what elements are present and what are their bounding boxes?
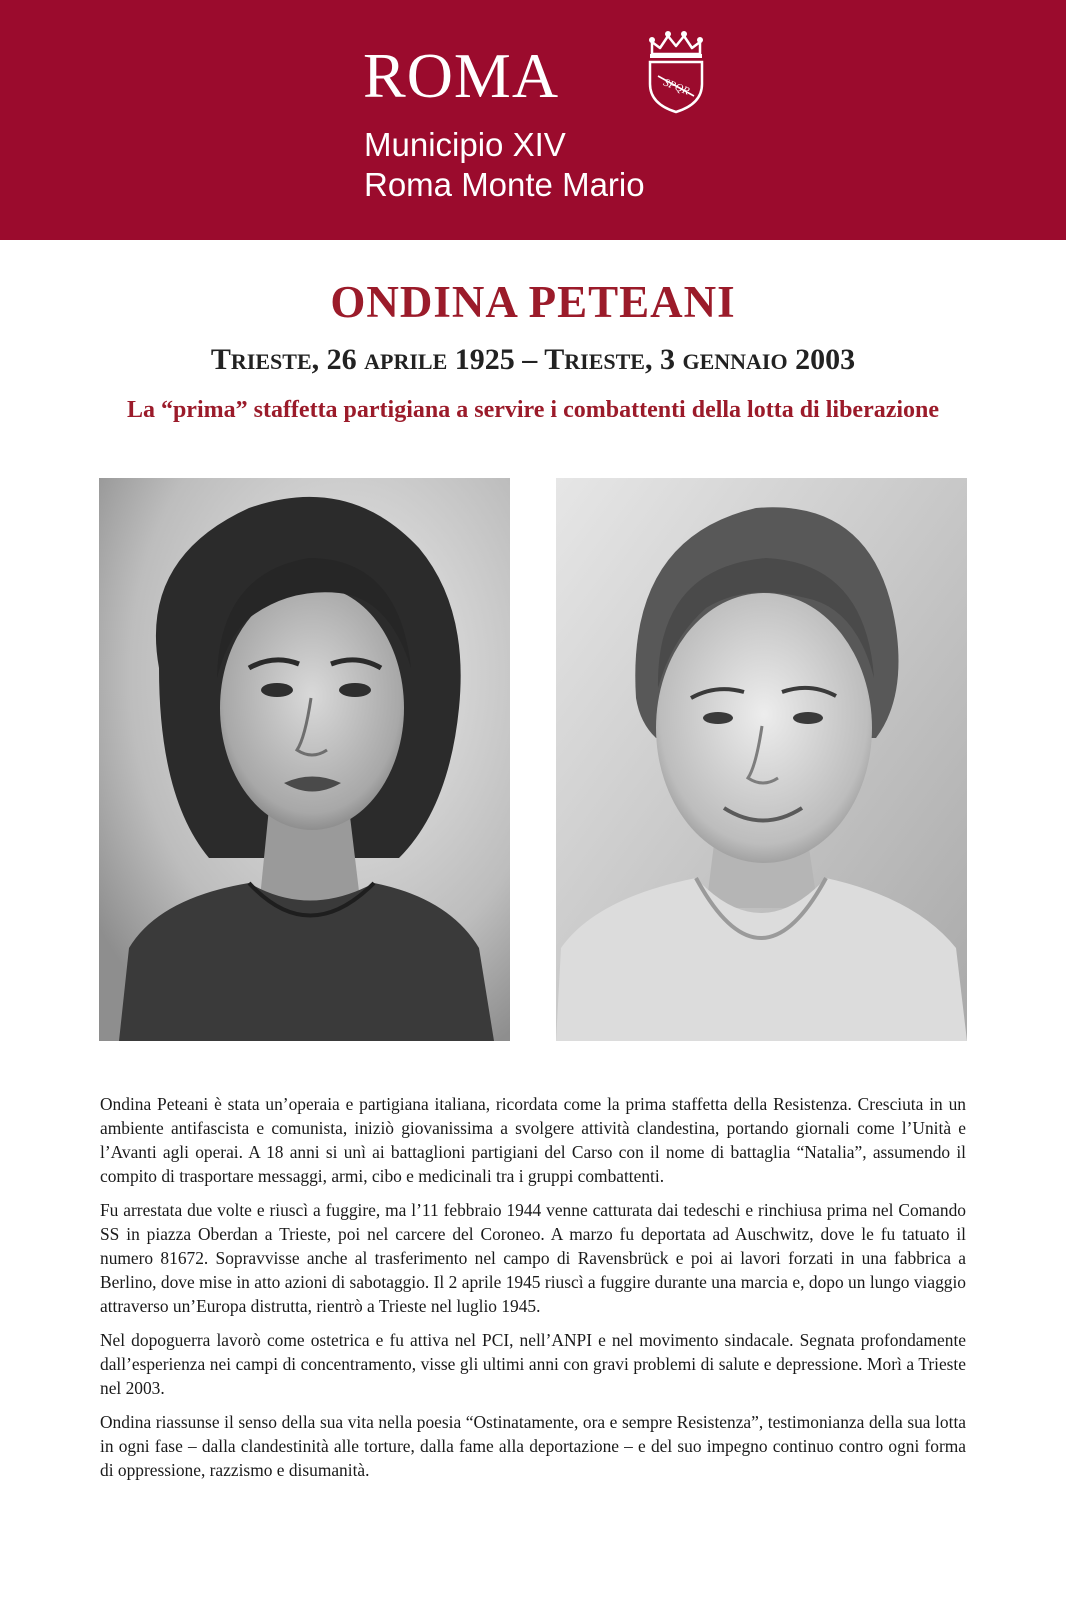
portrait-older-photo <box>556 478 967 1041</box>
death-month: GENNAIO <box>682 349 788 374</box>
birth-day: , 26 <box>311 343 365 376</box>
tagline: La “prima” staffetta partigiana a servire i combattenti della lotta di liberazione <box>126 397 940 423</box>
brand-title: ROMA <box>363 40 560 111</box>
portrait-young-photo <box>99 478 510 1041</box>
birth-year: 1925 – <box>447 343 545 376</box>
death-day: , 3 <box>644 343 683 376</box>
dates-line <box>0 345 1066 375</box>
area-label: Roma Monte Mario <box>364 166 645 203</box>
portrait-older-illustration <box>556 478 967 1041</box>
biography-paragraph-1: Ondina Peteani è stata un’operaia e partigiana italiana, ricordata come la prima staffetta della Resistenza. Cresciuta in un ambiente antifascista e comunista, iniziò giovanissima a svolgere attività clandestina, portando giornali come l’Unità e l’Avanti agli operai. A 18 anni si unì ai battaglioni partigiani del Carso con il nome di battaglia “Natalia”, assumendo il compito di trasportare messaggi, armi, cibo e medicinali tra i gruppi combattenti. <box>100 1094 966 1186</box>
birth-month: APRILE <box>364 349 448 374</box>
roma-crest-icon <box>644 30 708 114</box>
biography-paragraph-4: Ondina riassunse il senso della sua vita nella poesia “Ostinatamente, ora e sempre Resistenza”, testimonianza della sua lotta in ogni fase – dalla clandestinità alle torture, dalla fame alla deportazione – e del suo impegno continuo contro ogni forma di oppressione, razzismo e disumanità. <box>100 1412 966 1480</box>
municipio-label: Municipio XIV <box>364 126 566 163</box>
biography-paragraph-2: Fu arrestata due volte e riuscì a fuggire, ma l’11 febbraio 1944 venne catturata dai tedeschi e rinchiusa prima nel Comando SS in piazza Oberdan a Trieste, poi nel carcere del Coroneo. A marzo fu deportata ad Auschwitz, dove le fu tatuato il numero 81672. Sopravvisse anche al trasferimento nel campo di Ravensbrück e poi ai lavori forzati in una fabbrica a Berlino, dove mise in atto azioni di sabotaggio. Il 2 aprile 1945 riuscì a fuggire durante una marcia e, dopo un lungo viaggio attraverso un’Europa distrutta, rientrò a Trieste nel luglio 1945. <box>100 1200 966 1316</box>
header-banner <box>0 0 1066 240</box>
biography <box>100 1092 966 1492</box>
birth-city-initial: T <box>210 343 231 376</box>
page-title: ONDINA PETEANI <box>330 277 736 327</box>
portrait-young-illustration <box>99 478 510 1041</box>
crest-text: SPQR <box>661 76 692 98</box>
death-city-rest: RIESTE <box>564 349 645 374</box>
municipio-block <box>364 125 645 205</box>
death-city-initial: T <box>544 343 565 376</box>
biography-paragraph-3: Nel dopoguerra lavorò come ostetrica e fu attiva nel PCI, nell’ANPI e nel movimento sindacale. Segnata profondamente dall’esperienza nei campi di concentramento, visse gli ultimi anni con gravi problemi di salute e depressione. Morì a Trieste nel 2003. <box>100 1330 966 1398</box>
birth-city-rest: RIESTE <box>230 349 312 374</box>
death-year: 2003 <box>787 343 856 376</box>
